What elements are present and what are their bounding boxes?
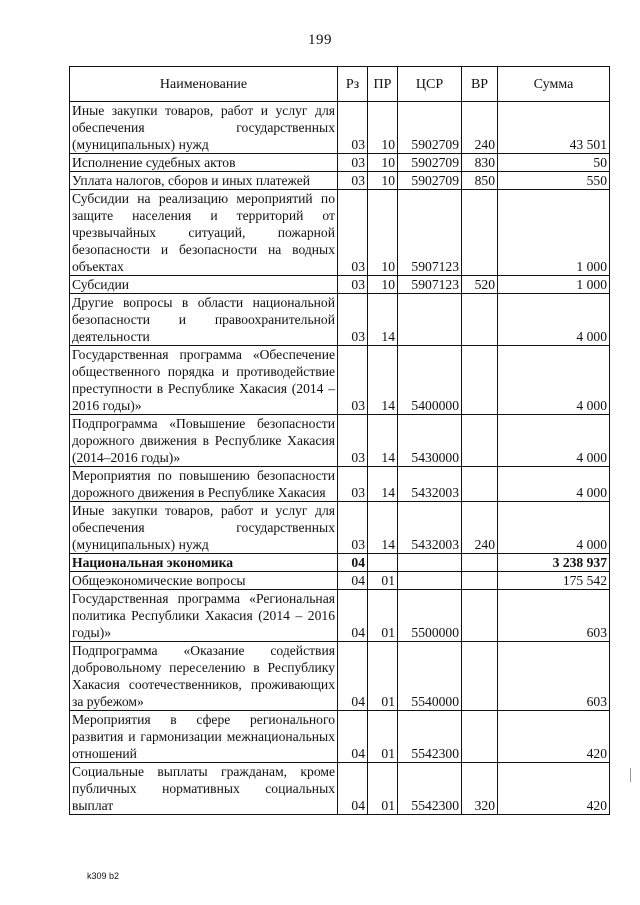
table-row — [70, 502, 610, 554]
cell-name: Субсидии на реализацию мероприятий по защите населения и территорий от чрезвычайных ситуаций, пожарной безопасности и безопасности на водных объектах — [70, 190, 338, 276]
cell-rz: 03 — [338, 294, 368, 346]
cell-vr — [462, 711, 498, 763]
cell-csr: 5432003 — [398, 502, 462, 554]
cell-sum: 1 000 — [498, 190, 610, 276]
cell-name: Другие вопросы в области национальной безопасности и правоохранительной деятельности — [70, 294, 338, 346]
cell-vr — [462, 642, 498, 711]
cell-csr: 5500000 — [398, 590, 462, 642]
cell-vr — [462, 467, 498, 502]
cell-sum: 4 000 — [498, 467, 610, 502]
margin-mark — [630, 768, 631, 782]
cell-sum: 4 000 — [498, 294, 610, 346]
cell-pr: 10 — [368, 102, 398, 154]
cell-csr: 5432003 — [398, 467, 462, 502]
table-row — [70, 154, 610, 172]
header-pr: ПР — [368, 67, 398, 102]
cell-name: Социальные выплаты гражданам, кроме публичных нормативных социальных выплат — [70, 763, 338, 815]
cell-csr: 5902709 — [398, 102, 462, 154]
cell-sum: 603 — [498, 590, 610, 642]
cell-sum: 420 — [498, 763, 610, 815]
cell-rz: 04 — [338, 763, 368, 815]
cell-pr: 14 — [368, 467, 398, 502]
cell-csr: 5540000 — [398, 642, 462, 711]
cell-vr: 520 — [462, 276, 498, 294]
cell-name: Подпрограмма «Повышение безопасности дорожного движения в Республике Хакасия (2014–2016 годы)» — [70, 415, 338, 467]
cell-sum: 550 — [498, 172, 610, 190]
table-header-row — [70, 67, 610, 102]
cell-vr — [462, 415, 498, 467]
cell-rz: 03 — [338, 276, 368, 294]
cell-rz: 03 — [338, 415, 368, 467]
cell-rz: 04 — [338, 554, 368, 572]
cell-csr — [398, 554, 462, 572]
cell-pr: 01 — [368, 642, 398, 711]
cell-rz: 03 — [338, 190, 368, 276]
cell-vr — [462, 590, 498, 642]
cell-name: Мероприятия в сфере регионального развития и гармонизации межнациональных отношений — [70, 711, 338, 763]
cell-name: Мероприятия по повышению безопасности дорожного движения в Республике Хакасия — [70, 467, 338, 502]
cell-sum: 3 238 937 — [498, 554, 610, 572]
cell-sum: 50 — [498, 154, 610, 172]
cell-rz: 03 — [338, 102, 368, 154]
table-row — [70, 590, 610, 642]
table-row — [70, 102, 610, 154]
cell-vr: 240 — [462, 502, 498, 554]
header-name: Наименование — [70, 67, 338, 102]
table-row — [70, 711, 610, 763]
cell-name: Иные закупки товаров, работ и услуг для обеспечения государственных (муниципальных) нужд — [70, 502, 338, 554]
cell-name: Государственная программа «Региональная политика Республики Хакасия (2014 – 2016 годы)» — [70, 590, 338, 642]
cell-name: Национальная экономика — [70, 554, 338, 572]
cell-vr: 850 — [462, 172, 498, 190]
cell-vr: 320 — [462, 763, 498, 815]
cell-vr — [462, 346, 498, 415]
cell-rz: 03 — [338, 467, 368, 502]
cell-sum: 4 000 — [498, 502, 610, 554]
cell-name: Субсидии — [70, 276, 338, 294]
cell-pr: 01 — [368, 711, 398, 763]
page-number: 199 — [308, 32, 332, 48]
cell-name: Государственная программа «Обеспечение общественного порядка и противодействие преступности в Республике Хакасия (2014 – 2016 годы)» — [70, 346, 338, 415]
cell-csr: 5907123 — [398, 190, 462, 276]
cell-pr: 10 — [368, 172, 398, 190]
cell-csr: 5907123 — [398, 276, 462, 294]
footer-code: k309 b2 — [87, 871, 120, 881]
cell-pr: 01 — [368, 572, 398, 590]
cell-vr — [462, 190, 498, 276]
cell-pr: 14 — [368, 294, 398, 346]
table-row — [70, 642, 610, 711]
cell-csr: 5902709 — [398, 172, 462, 190]
cell-pr: 14 — [368, 415, 398, 467]
table-row — [70, 554, 610, 572]
table-row — [70, 172, 610, 190]
cell-pr: 10 — [368, 190, 398, 276]
budget-table — [69, 66, 610, 815]
cell-sum: 603 — [498, 642, 610, 711]
header-vr: ВР — [462, 67, 498, 102]
cell-sum: 4 000 — [498, 346, 610, 415]
cell-pr: 14 — [368, 502, 398, 554]
table-row — [70, 190, 610, 276]
cell-vr — [462, 554, 498, 572]
cell-pr: 10 — [368, 276, 398, 294]
cell-name: Исполнение судебных актов — [70, 154, 338, 172]
table-row — [70, 572, 610, 590]
cell-vr: 830 — [462, 154, 498, 172]
cell-pr: 01 — [368, 763, 398, 815]
table-row — [70, 346, 610, 415]
cell-pr — [368, 554, 398, 572]
cell-sum: 175 542 — [498, 572, 610, 590]
cell-csr — [398, 572, 462, 590]
cell-vr — [462, 294, 498, 346]
cell-vr: 240 — [462, 102, 498, 154]
cell-name: Подпрограмма «Оказание содействия добровольному переселению в Республику Хакасия соотечественников, проживающих за рубежом» — [70, 642, 338, 711]
cell-sum: 1 000 — [498, 276, 610, 294]
cell-csr: 5542300 — [398, 763, 462, 815]
cell-rz: 03 — [338, 154, 368, 172]
cell-csr: 5430000 — [398, 415, 462, 467]
cell-rz: 04 — [338, 711, 368, 763]
cell-pr: 01 — [368, 590, 398, 642]
cell-pr: 10 — [368, 154, 398, 172]
cell-rz: 04 — [338, 642, 368, 711]
cell-name: Иные закупки товаров, работ и услуг для обеспечения государственных (муниципальных) нужд — [70, 102, 338, 154]
cell-csr — [398, 294, 462, 346]
cell-rz: 04 — [338, 590, 368, 642]
cell-rz: 04 — [338, 572, 368, 590]
table-row — [70, 467, 610, 502]
table-body — [70, 102, 610, 815]
cell-pr: 14 — [368, 346, 398, 415]
header-rz: Рз — [338, 67, 368, 102]
header-sum: Сумма — [498, 67, 610, 102]
cell-csr: 5400000 — [398, 346, 462, 415]
cell-vr — [462, 572, 498, 590]
cell-csr: 5542300 — [398, 711, 462, 763]
table-row — [70, 294, 610, 346]
cell-name: Общеэкономические вопросы — [70, 572, 338, 590]
cell-rz: 03 — [338, 346, 368, 415]
cell-sum: 4 000 — [498, 415, 610, 467]
table-row — [70, 276, 610, 294]
header-csr: ЦСР — [398, 67, 462, 102]
table-row — [70, 415, 610, 467]
cell-sum: 420 — [498, 711, 610, 763]
table-row — [70, 763, 610, 815]
cell-rz: 03 — [338, 502, 368, 554]
cell-name: Уплата налогов, сборов и иных платежей — [70, 172, 338, 190]
cell-sum: 43 501 — [498, 102, 610, 154]
cell-csr: 5902709 — [398, 154, 462, 172]
cell-rz: 03 — [338, 172, 368, 190]
